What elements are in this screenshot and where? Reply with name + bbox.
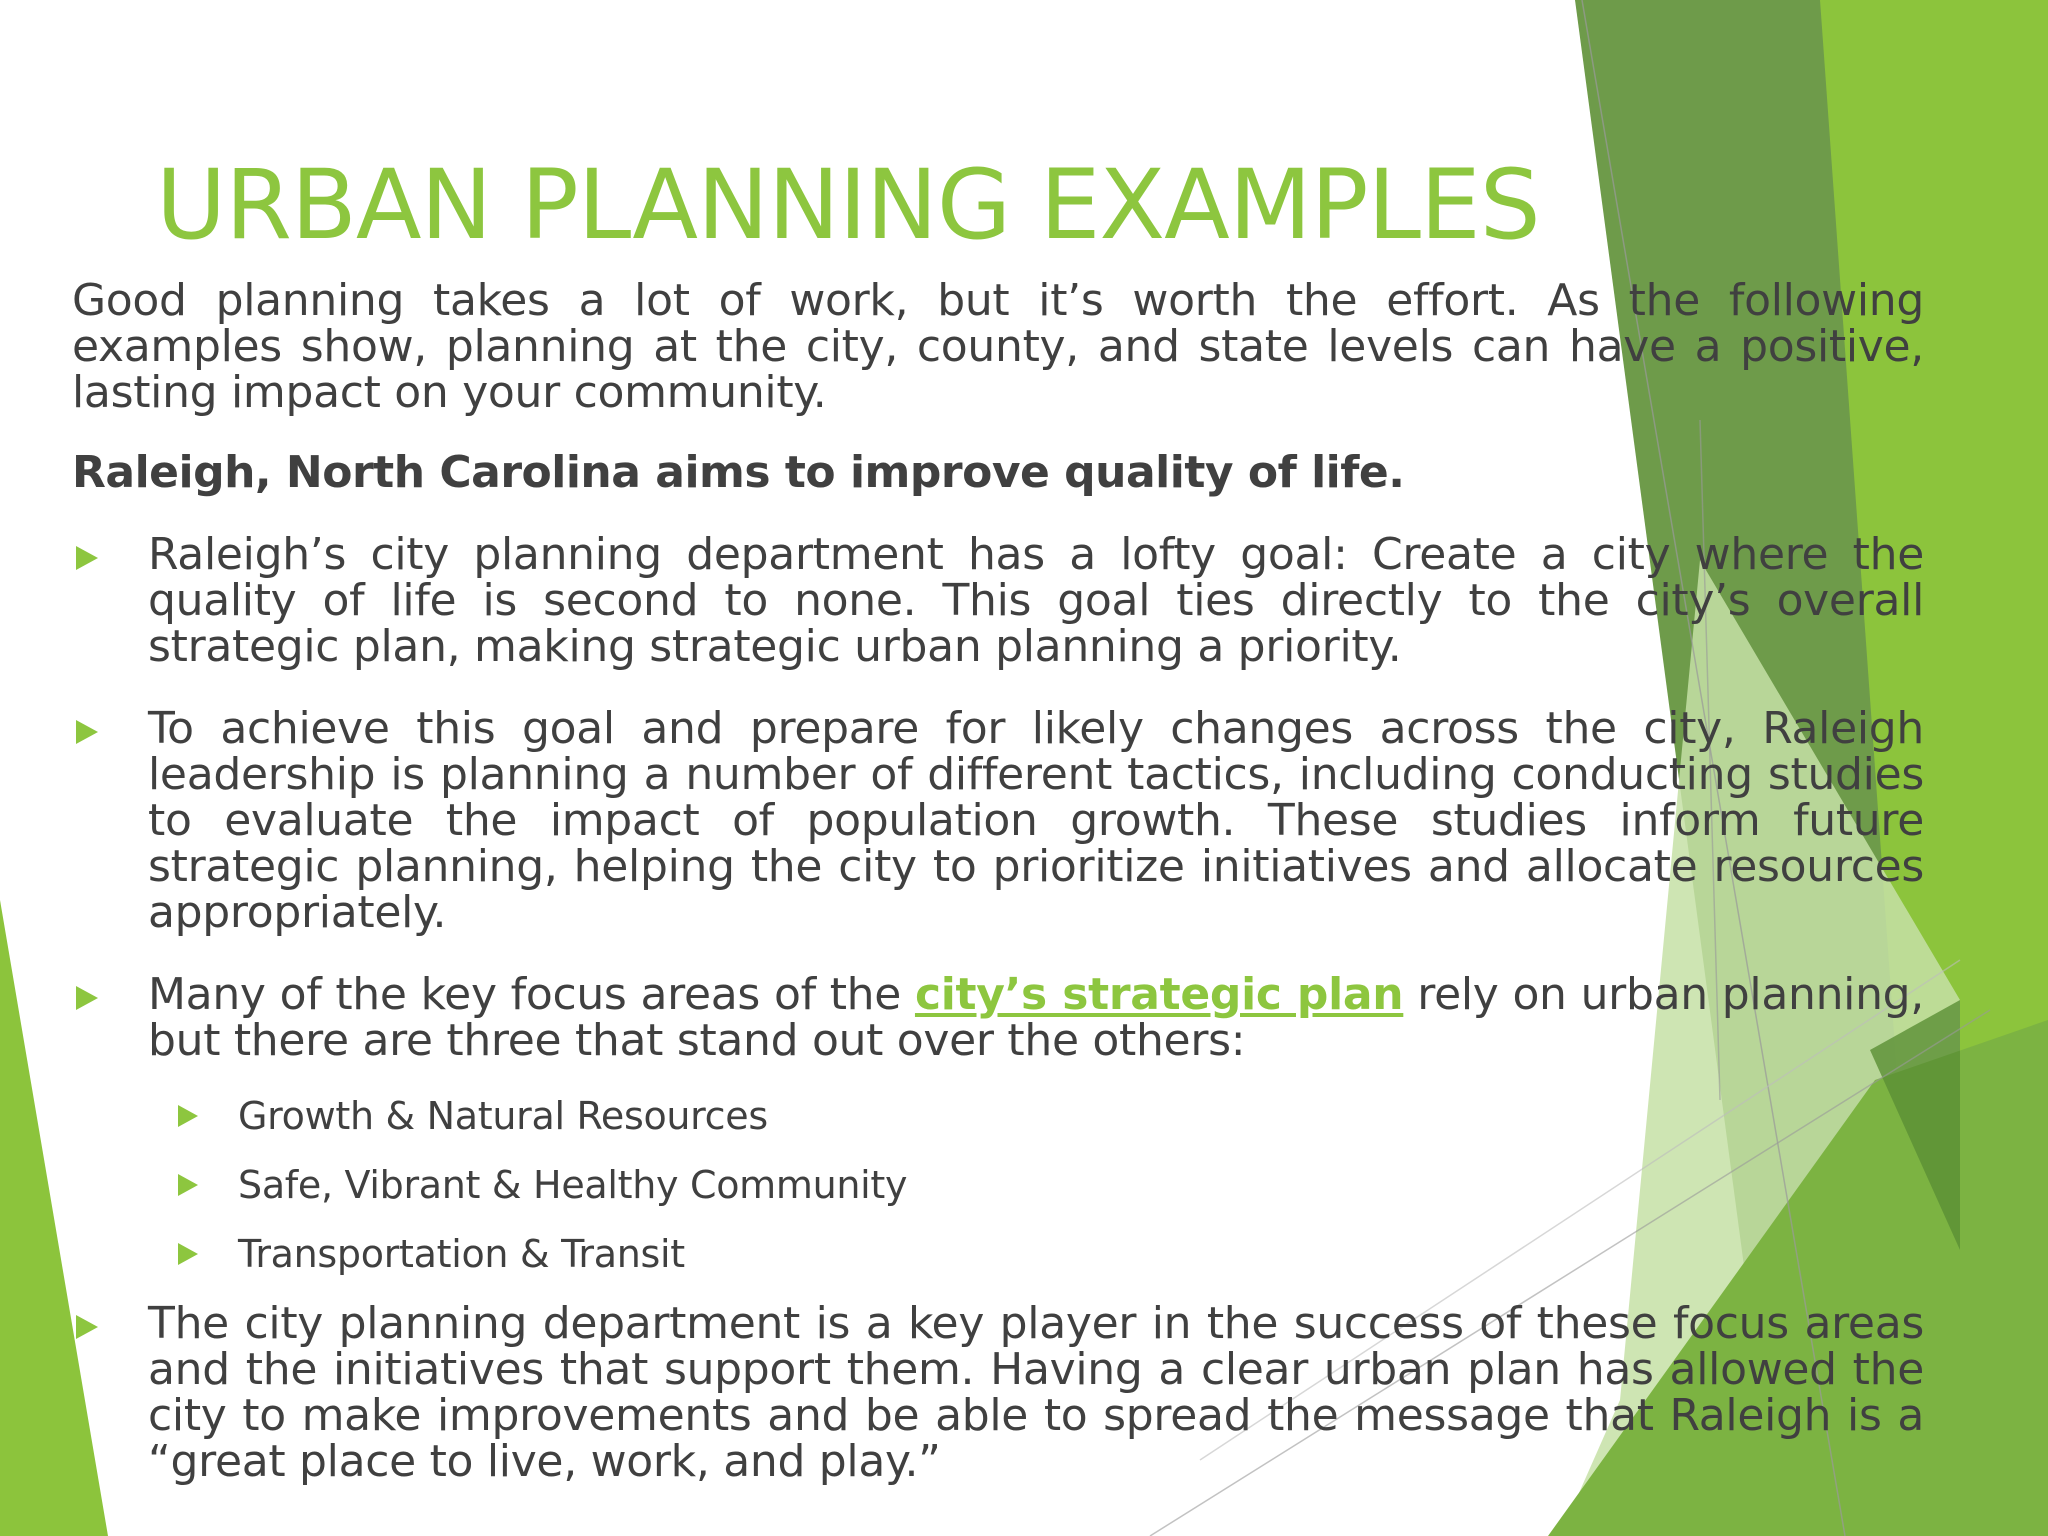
triangle-right-icon: [178, 1105, 198, 1127]
bullet-text: The city planning department is a key player in the success of these focus areas and the initiatives that support them. Having a clear urban plan has allowed the city to make improvements and be able to spread the message that Raleigh is a “great place to live, work, and play.”: [148, 1298, 1924, 1487]
bullet-item: [72, 969, 1924, 1066]
bullet-text: To achieve this goal and prepare for likely changes across the city, Raleigh leadership is planning a number of different tactics, including conducting studies to evaluate the impact of population growth. These studies inform future strategic planning, helping the city to prioritize initiatives and allocate resources appropriately.: [148, 703, 1924, 938]
slide-body: [72, 275, 1924, 1521]
strategic-plan-link[interactable]: city’s strategic plan: [914, 969, 1404, 1020]
bullet-item: [72, 529, 1924, 672]
triangle-right-icon: [76, 720, 98, 744]
bullet-item: [72, 703, 1924, 938]
triangle-right-icon: [76, 546, 98, 570]
bullet-text-before-link: Many of the key focus areas of the: [148, 969, 915, 1020]
slide-title: URBAN PLANNING EXAMPLES: [156, 149, 1540, 261]
intro-paragraph: Good planning takes a lot of work, but it’s worth the effort. As the following examples show, planning at the city, county, and state levels can have a positive, lasting impact on your community.: [72, 275, 1924, 418]
bullet-text: [148, 969, 1924, 1066]
bullet-item: [72, 1298, 1924, 1487]
triangle-right-icon: [76, 986, 98, 1010]
sub-bullet-text: Transportation & Transit: [238, 1232, 685, 1276]
focus-areas-list: [72, 1094, 1924, 1276]
triangle-right-icon: [178, 1174, 198, 1196]
triangle-right-icon: [178, 1243, 198, 1265]
sub-bullet-item: [72, 1232, 1924, 1276]
sub-bullet-text: Growth & Natural Resources: [238, 1094, 768, 1138]
sub-bullet-item: [72, 1094, 1924, 1138]
sub-bullet-item: [72, 1163, 1924, 1207]
section-heading: Raleigh, North Carolina aims to improve quality of life.: [72, 447, 1405, 498]
bullet-text-after-link: rely on urban planning, but there are three that stand out over the others:: [148, 969, 1924, 1066]
triangle-right-icon: [76, 1315, 98, 1339]
sub-bullet-text: Safe, Vibrant & Healthy Community: [238, 1163, 908, 1207]
bullet-text: Raleigh’s city planning department has a lofty goal: Create a city where the quality of life is second to none. This goal ties directly to the city’s overall strategic plan, making strategic urban planning a priority.: [148, 529, 1924, 672]
